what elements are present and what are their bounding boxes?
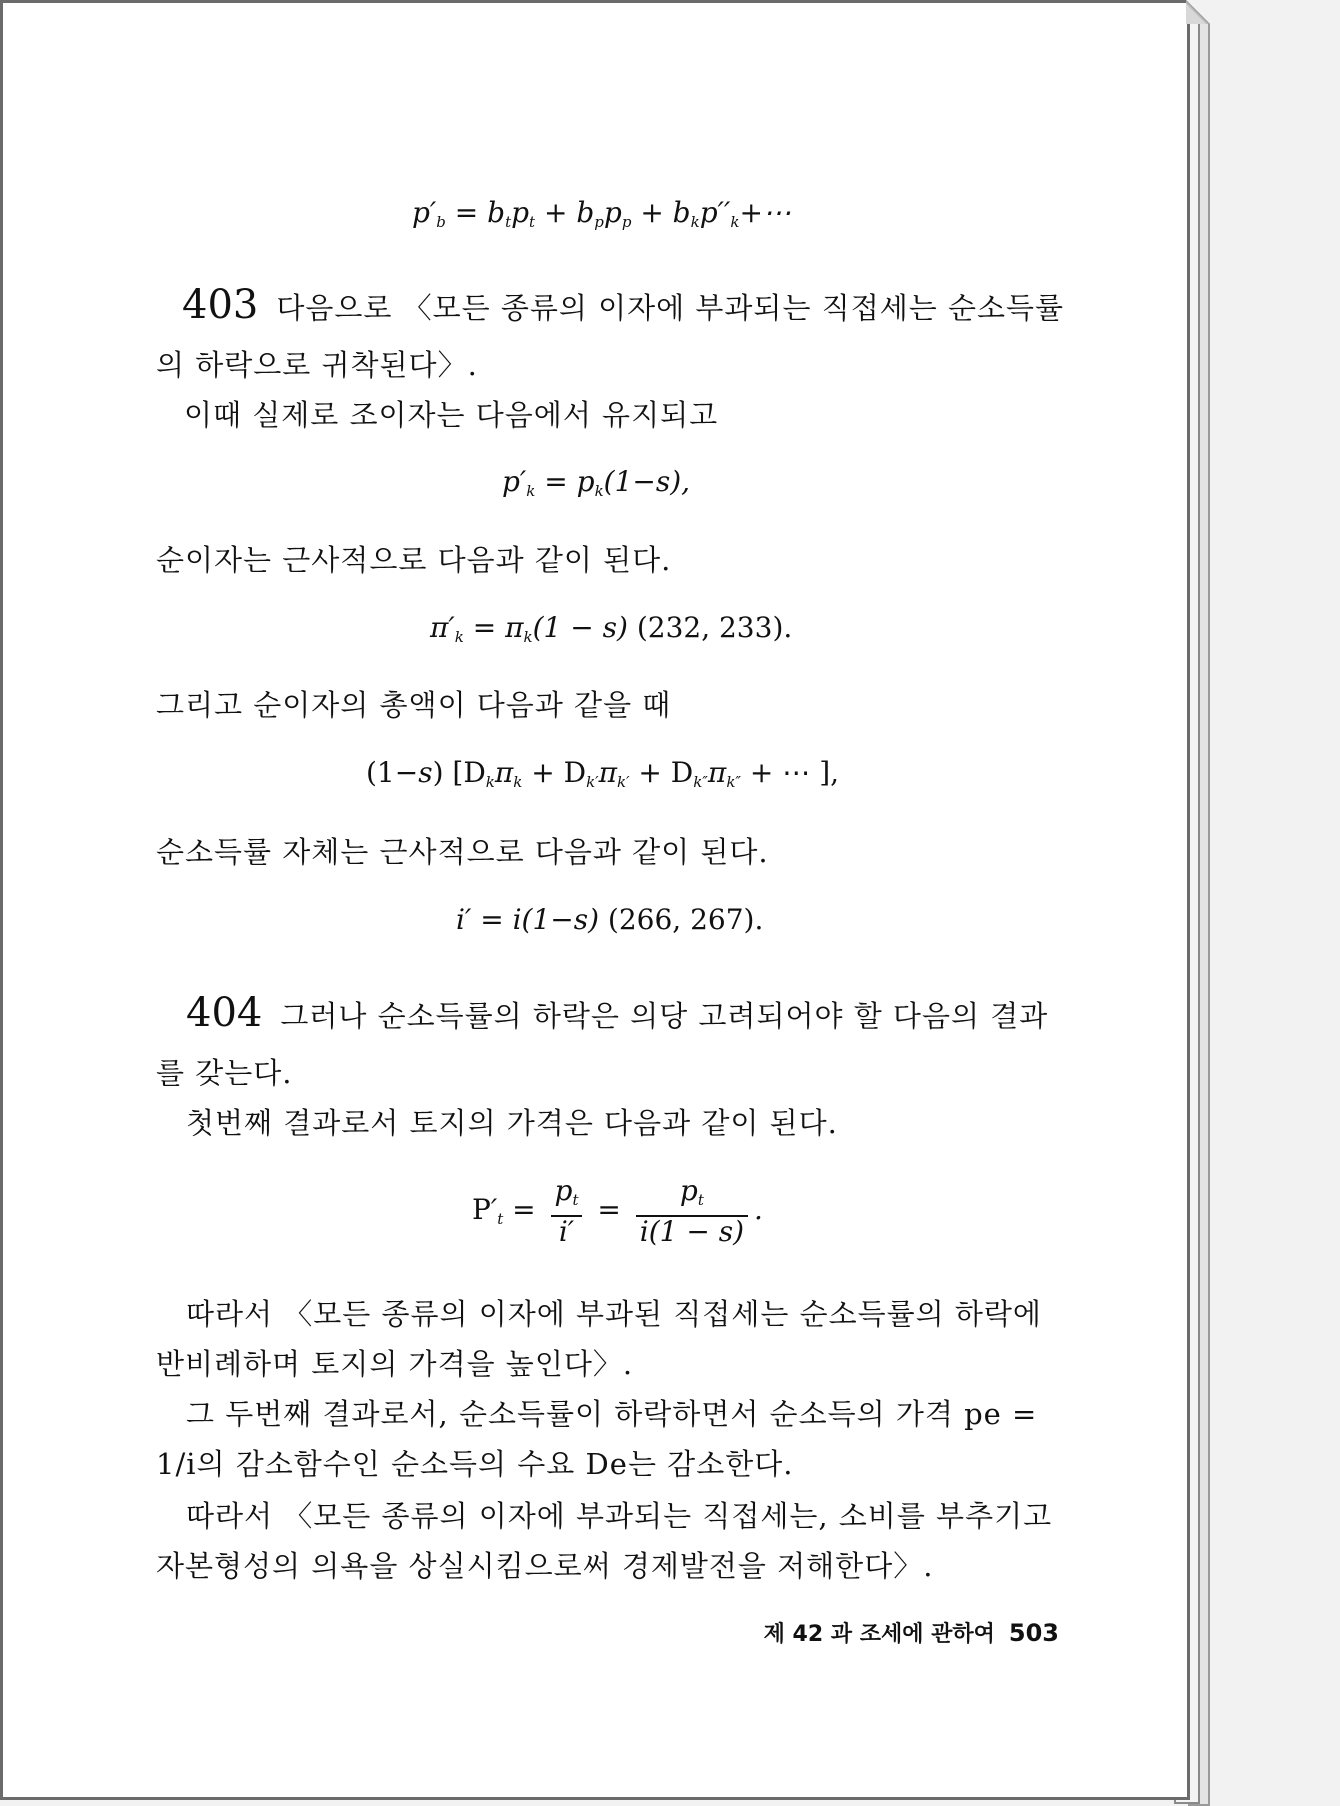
page-corner-fold — [1186, 0, 1210, 24]
section-number-403: 403 — [182, 282, 259, 328]
section-404-line-1: 404 그러나 순소득률의 하락은 의당 고려되어야 할 다음의 결과 — [186, 990, 1049, 1036]
equation-pi-k: $\pi'_k = \pi_k(1 - s)$ (232, 233). — [430, 611, 793, 646]
equation-price-b: $p'_b = b_tp_t + b_pp_p$ + $b_kp''_k+\cdots$ — [412, 196, 791, 231]
section-403-line-2: 의 하락으로 귀착된다〉. — [156, 348, 478, 382]
section-404-line-5: 반비례하며 토지의 가격을 높인다〉. — [156, 1347, 634, 1381]
section-403-line-1: 403 다음으로 〈모든 종류의 이자에 부과되는 직접세는 순소득률 — [182, 282, 1065, 328]
page-footer — [764, 1617, 1059, 1648]
equation-land-price: $P'_t$ = $\frac{p_t}{i'}$ = $\frac{p_t}{i(1 - s)}$ . — [472, 1174, 763, 1248]
section-404-line-4: 따라서 〈모든 종류의 이자에 부과된 직접세는 순소득률의 하락에 — [186, 1297, 1042, 1331]
section-404-line-8: 따라서 〈모든 종류의 이자에 부과되는 직접세는, 소비를 부추기고 — [186, 1499, 1053, 1533]
equation-pk: $p'_k = p_k(1-s)$, — [502, 465, 691, 500]
section-404-line-7: 1/i의 감소함수인 순소득의 수요 De는 감소한다. — [156, 1447, 794, 1481]
running-chapter-title: 제 42 과 조세에 관하여 — [763, 1622, 995, 1647]
section-403-line-4: 순이자는 근사적으로 다음과 같이 된다. — [156, 543, 672, 577]
section-403-line-5: 그리고 순이자의 총액이 다음과 같을 때 — [156, 688, 672, 722]
section-number-404: 404 — [186, 990, 263, 1036]
equation-total-net-interest: (1−s) [$D_k\pi_k + D_{k'}\pi_{k'} + D_{k''}\pi_{k''}$ + ⋯ ], — [366, 756, 840, 791]
page-number: 503 — [1008, 1619, 1059, 1647]
section-404-line-9: 자본형성의 의욕을 상실시킴으로써 경제발전을 저해한다〉. — [156, 1549, 934, 1583]
equation-i: i′ = i(1−s) (266, 267). — [456, 903, 764, 936]
section-404-line-6: 그 두번째 결과로서, 순소득률이 하락하면서 순소득의 가격 pe = — [186, 1397, 1038, 1431]
section-403-line-6: 순소득률 자체는 근사적으로 다음과 같이 된다. — [156, 835, 769, 869]
section-403-line-3: 이때 실제로 조이자는 다음에서 유지되고 — [184, 398, 719, 432]
section-404-line-2: 를 갖는다. — [156, 1056, 293, 1090]
section-404-line-3: 첫번째 결과로서 토지의 가격은 다음과 같이 된다. — [186, 1106, 838, 1140]
